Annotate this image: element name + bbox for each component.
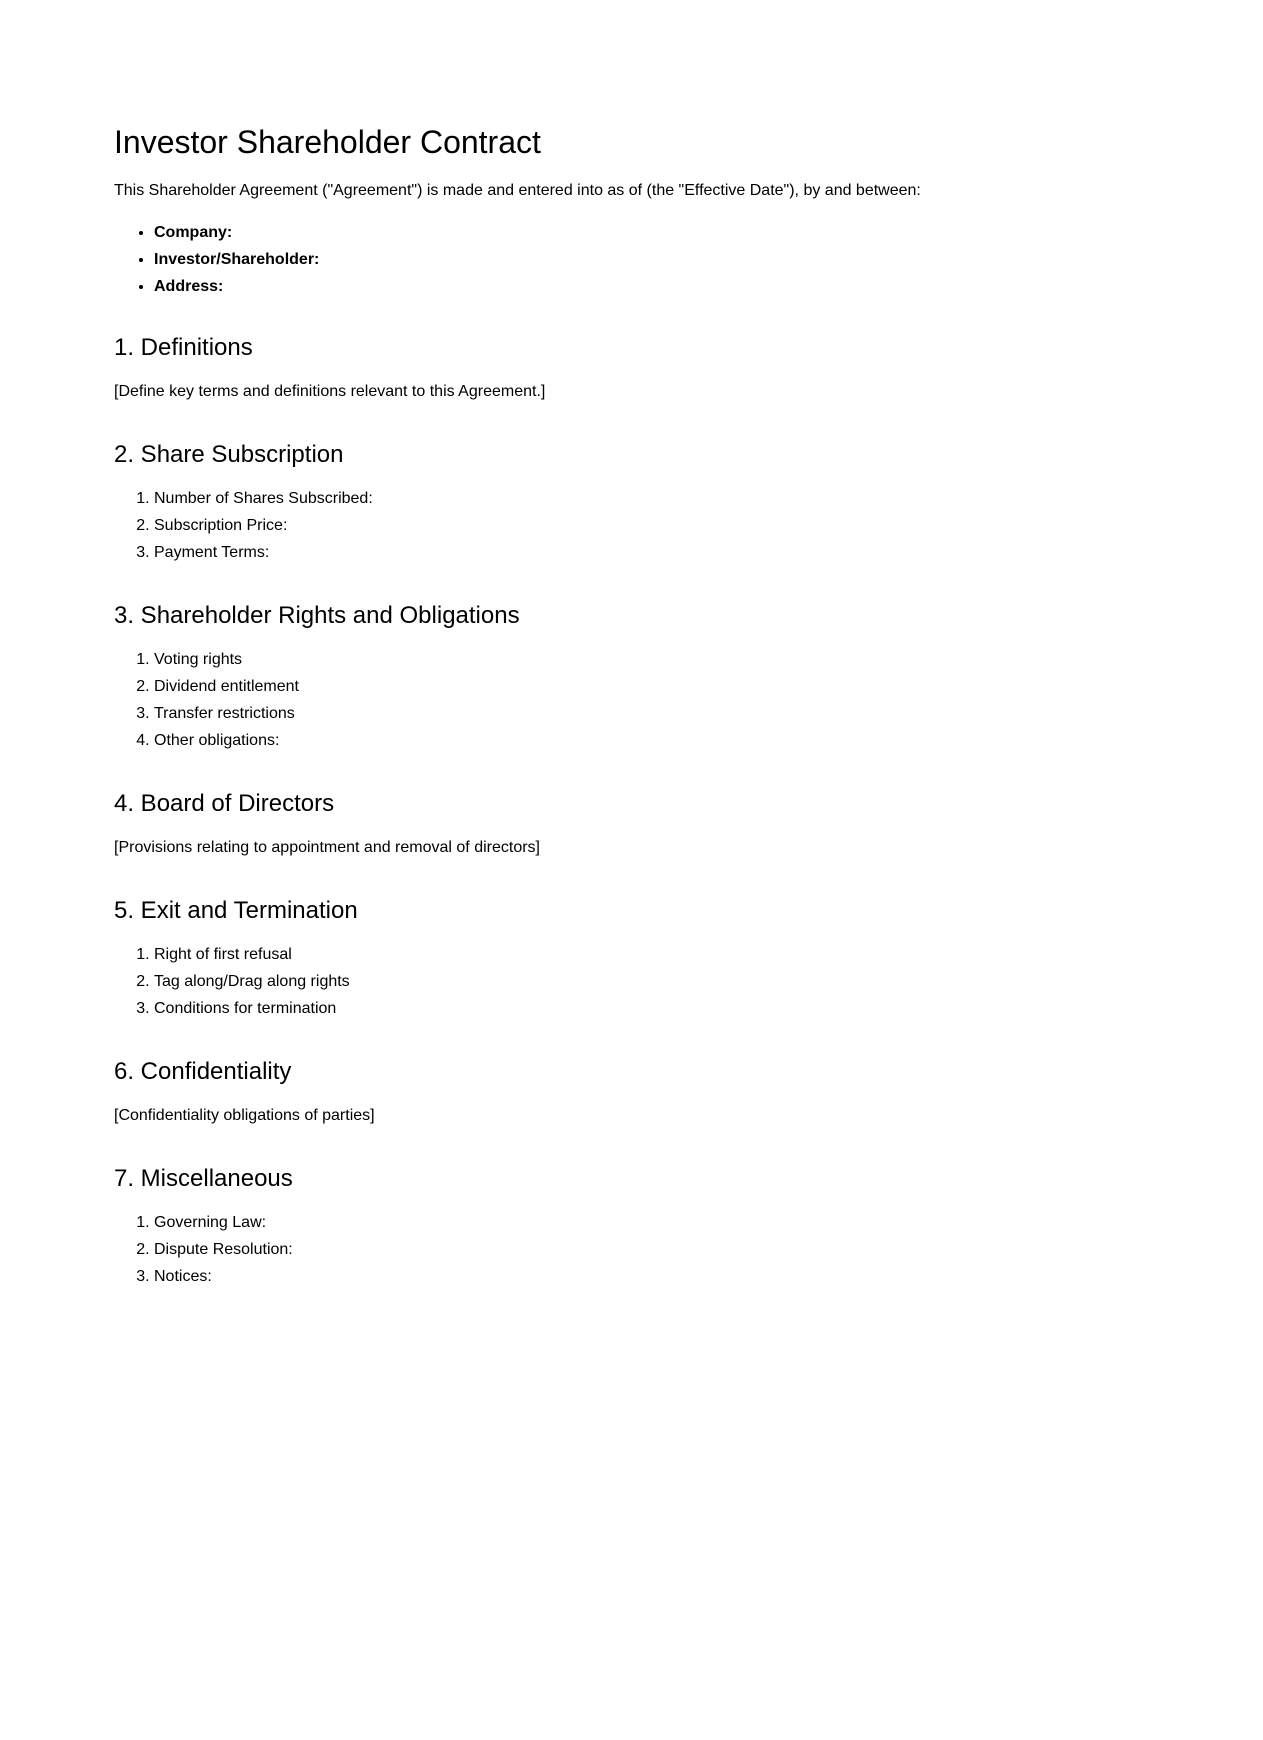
list-item: 1. Right of first refusal xyxy=(154,941,1144,968)
list-item: 2. Dividend entitlement xyxy=(154,673,1144,700)
section-text: [Confidentiality obligations of parties] xyxy=(114,1107,375,1124)
section-confidentiality xyxy=(114,1057,1144,1129)
list-item: 2. Subscription Price: xyxy=(154,512,1144,539)
section-heading: 5. Exit and Termination xyxy=(114,897,358,924)
section-list xyxy=(114,1209,1144,1290)
document-title: Investor Shareholder Contract xyxy=(114,124,541,160)
list-item: 2. Tag along/Drag along rights xyxy=(154,968,1144,995)
party-investor: • Investor/Shareholder: xyxy=(154,246,1144,273)
list-item: 1. Voting rights xyxy=(154,646,1144,673)
document-page xyxy=(114,123,1144,1290)
section-heading: 7. Miscellaneous xyxy=(114,1165,293,1192)
section-share-subscription xyxy=(114,440,1144,566)
section-heading: 3. Shareholder Rights and Obligations xyxy=(114,602,520,629)
list-item: 3. Payment Terms: xyxy=(154,539,1144,566)
section-heading: 1. Definitions xyxy=(114,334,253,361)
list-item: 2. Dispute Resolution: xyxy=(154,1236,1144,1263)
section-exit-termination xyxy=(114,896,1144,1022)
section-list xyxy=(114,646,1144,754)
section-miscellaneous xyxy=(114,1164,1144,1290)
section-list xyxy=(114,941,1144,1022)
section-board-of-directors xyxy=(114,789,1144,861)
section-heading: 2. Share Subscription xyxy=(114,441,344,468)
section-list xyxy=(114,485,1144,566)
parties-list xyxy=(114,219,1144,300)
section-heading: 6. Confidentiality xyxy=(114,1058,292,1085)
section-shareholder-rights xyxy=(114,601,1144,754)
list-item: 3. Notices: xyxy=(154,1263,1144,1290)
list-item: 4. Other obligations: xyxy=(154,727,1144,754)
intro-paragraph: This Shareholder Agreement ("Agreement") is made and entered into as of (the "Effective Date"), by and between: xyxy=(114,182,921,199)
list-item: 3. Transfer restrictions xyxy=(154,700,1144,727)
list-item: 1. Number of Shares Subscribed: xyxy=(154,485,1144,512)
party-address: • Address: xyxy=(154,273,1144,300)
section-definitions xyxy=(114,333,1144,405)
list-item: 1. Governing Law: xyxy=(154,1209,1144,1236)
section-text: [Provisions relating to appointment and removal of directors] xyxy=(114,839,540,856)
party-company: • Company: xyxy=(154,219,1144,246)
list-item: 3. Conditions for termination xyxy=(154,995,1144,1022)
section-heading: 4. Board of Directors xyxy=(114,790,335,817)
section-text: [Define key terms and definitions relevant to this Agreement.] xyxy=(114,383,546,400)
